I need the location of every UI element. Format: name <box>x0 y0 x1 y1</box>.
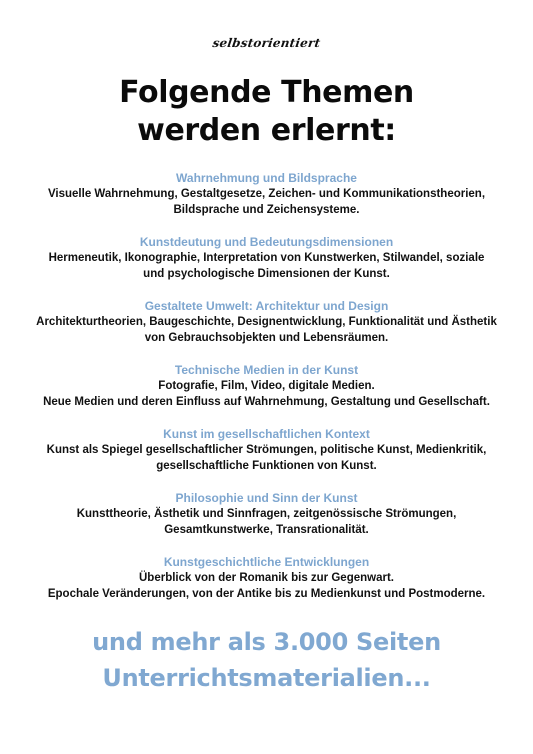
topic-section <box>0 426 533 474</box>
topic-description-line: und psychologische Dimensionen der Kunst. <box>143 268 390 280</box>
topic-title: Kunstgeschichtliche Entwicklungen <box>163 555 370 569</box>
topic-description-line: Kunsttheorie, Ästhetik und Sinnfragen, zeitgenössische Strömungen, <box>76 508 457 520</box>
topic-title: Technische Medien in der Kunst <box>174 363 359 377</box>
topic-description-line: Neue Medien und deren Einfluss auf Wahrnehmung, Gestaltung und Gesellschaft. <box>43 396 490 408</box>
topic-description-line: Überblick von der Romanik bis zur Gegenwart. <box>139 572 394 584</box>
topic-description-line: Visuelle Wahrnehmung, Gestaltgesetze, Zeichen- und Kommunikationstheorien, <box>47 188 486 200</box>
topic-description-line: Epochale Veränderungen, von der Antike bis zu Medienkunst und Postmoderne. <box>47 588 486 600</box>
topic-title: Wahrnehmung und Bildsprache <box>176 171 357 185</box>
closing-tagline <box>0 624 533 696</box>
topic-section <box>0 234 533 282</box>
topic-title: Kunst im gesellschaftlichen Kontext <box>163 427 370 441</box>
topic-sections <box>0 170 533 618</box>
topic-description-line: Architekturtheorien, Baugeschichte, Designentwicklung, Funktionalität und Ästhetik <box>36 316 497 328</box>
topic-description-line: Hermeneutik, Ikonographie, Interpretation von Kunstwerken, Stilwandel, soziale <box>48 252 485 264</box>
topic-title: Gestaltete Umwelt: Architektur und Design <box>144 299 389 313</box>
topic-section <box>0 298 533 346</box>
topic-description-line: Gesamtkunstwerke, Transrationalität. <box>164 524 369 536</box>
topic-title: Kunstdeutung und Bedeutungsdimensionen <box>139 235 394 249</box>
topic-section <box>0 490 533 538</box>
closing-tagline-line-1: und mehr als 3.000 Seiten <box>92 628 441 656</box>
page-title <box>0 74 533 150</box>
closing-tagline-line-2: Unterrichtsmaterialien... <box>102 664 431 692</box>
topic-section <box>0 362 533 410</box>
topic-description-line: Fotografie, Film, Video, digitale Medien. <box>158 380 375 392</box>
topic-section <box>0 554 533 602</box>
page-title-line-2: werden erlernt: <box>137 113 396 148</box>
topic-description-line: von Gebrauchsobjekten und Lebensräumen. <box>144 332 389 344</box>
topic-description-line: Kunst als Spiegel gesellschaftlicher Strömungen, politische Kunst, Medienkritik, <box>46 444 487 456</box>
topic-description-line: gesellschaftliche Funktionen von Kunst. <box>156 460 377 472</box>
topic-section <box>0 170 533 218</box>
brand-logo: selbstorientiert <box>211 36 322 50</box>
topic-title: Philosophie und Sinn der Kunst <box>175 491 358 505</box>
page-title-line-1: Folgende Themen <box>119 75 414 110</box>
topic-description-line: Bildsprache und Zeichensysteme. <box>173 204 360 216</box>
